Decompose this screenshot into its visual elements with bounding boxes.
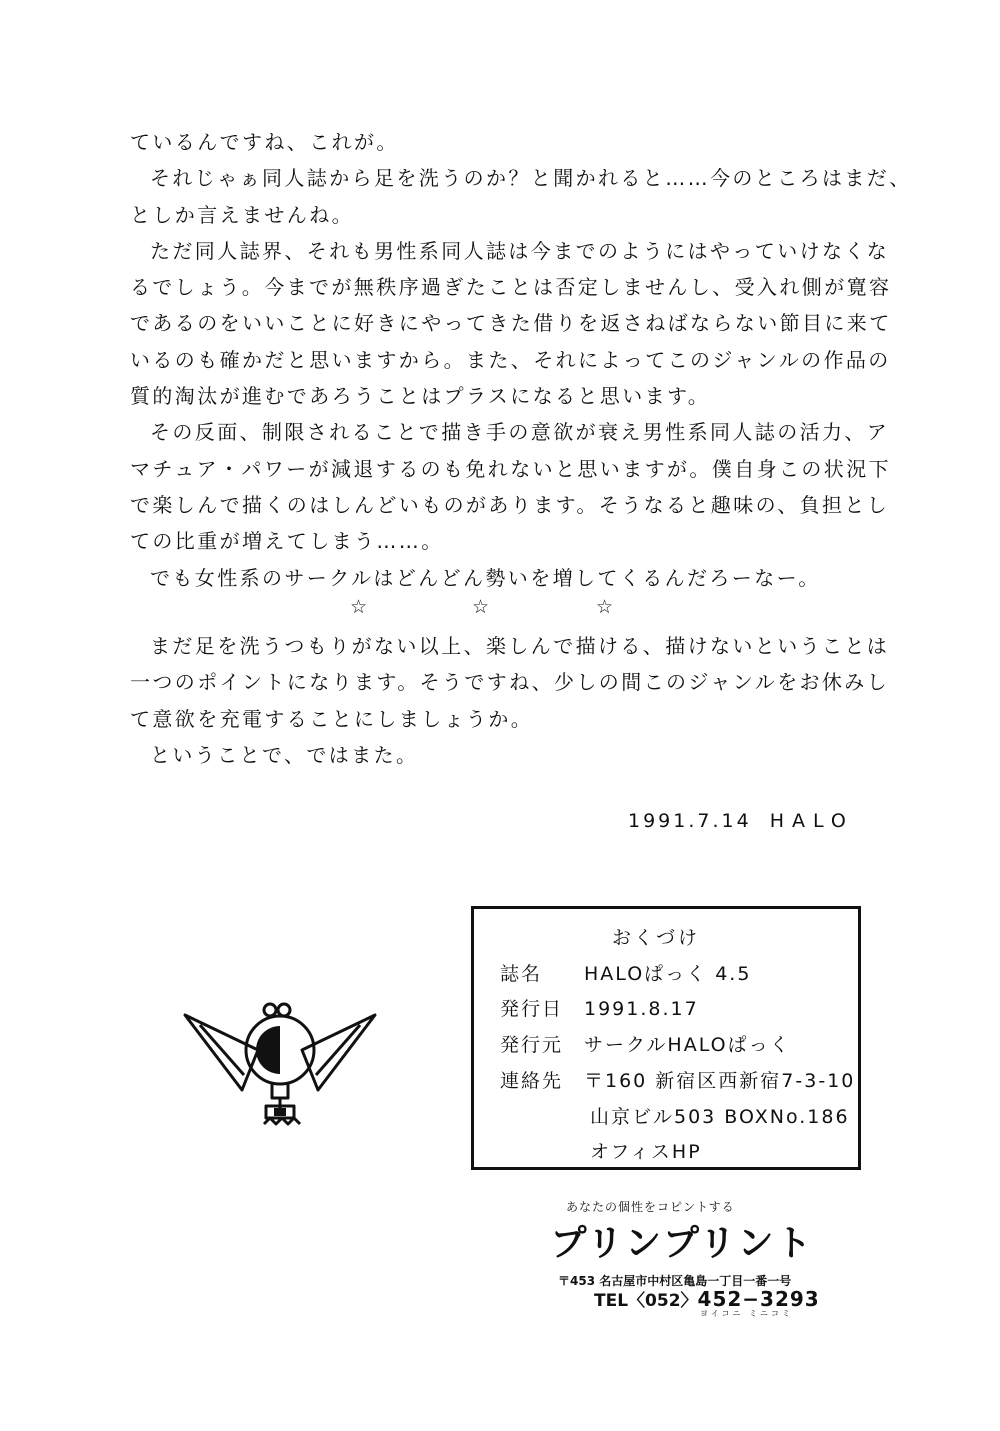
essay-line: ての比重が増えてしまう……。 bbox=[130, 529, 444, 554]
printer-tagline: あなたの個性をコピントする bbox=[566, 1200, 735, 1214]
section-break-stars bbox=[0, 596, 1000, 622]
essay-text-continued bbox=[130, 628, 890, 773]
essay-line: ということで、ではまた。 bbox=[150, 742, 419, 767]
colophon-label: 連絡先 bbox=[500, 1070, 564, 1092]
colophon-value: HALOぱっく 4.5 bbox=[584, 963, 752, 985]
printer-logo bbox=[522, 1220, 842, 1264]
printer-tel-reading: ヨイコニ ミニコミ bbox=[700, 1309, 793, 1318]
colophon-value: 1991.8.17 bbox=[584, 998, 699, 1020]
essay-line: 質的淘汰が進むであろうことはプラスになると思います。 bbox=[130, 384, 711, 409]
colophon-label: 発行日 bbox=[500, 998, 564, 1020]
essay-line: ているんですね、これが。 bbox=[130, 130, 399, 154]
essay-line: るでしょう。今までが無秩序過ぎたことは否定しませんし、受入れ側が寛容 bbox=[130, 275, 892, 300]
halo-emblem-icon bbox=[180, 990, 380, 1130]
signoff-date: 1991.7.14 bbox=[628, 810, 752, 832]
star-icon: ☆ bbox=[472, 596, 490, 618]
star-icon: ☆ bbox=[596, 596, 614, 618]
colophon-value: サークルHALOぱっく bbox=[584, 1034, 791, 1056]
printer-tel-number: 452−3293 bbox=[697, 1287, 820, 1311]
colophon-label: 誌名 bbox=[500, 963, 543, 985]
essay-line: ただ同人誌界、それも男性系同人誌は今までのようにはやっていけなくな bbox=[150, 238, 890, 263]
star-icon: ☆ bbox=[350, 596, 368, 618]
printer-logo-text: プリンプリント bbox=[550, 1223, 814, 1264]
essay-line: 一つのポイントになります。そうですね、少しの間このジャンルをお休みし bbox=[130, 670, 890, 695]
printer-tel-prefix: TEL〈052〉 bbox=[594, 1291, 698, 1311]
colophon-contact-line: 山京ビル503 BOXNo.186 bbox=[590, 1106, 850, 1128]
printer-ad bbox=[520, 1198, 850, 1318]
essay-text bbox=[130, 124, 912, 596]
colophon-contact-row bbox=[500, 1066, 855, 1093]
signoff-name: HALO bbox=[769, 810, 854, 832]
essay-line: で楽しんで描くのはしんどいものがあります。そうなると趣味の、負担とし bbox=[130, 492, 890, 517]
colophon-box bbox=[471, 906, 861, 1170]
colophon-label: 発行元 bbox=[500, 1034, 564, 1056]
colophon-contact-line: オフィスHP bbox=[590, 1141, 702, 1163]
colophon-heading: おくづけ bbox=[612, 927, 701, 949]
essay-line: その反面、制限されることで描き手の意欲が衰え男性系同人誌の活力、ア bbox=[150, 420, 890, 445]
essay-line: まだ足を洗うつもりがない以上、楽しんで描ける、描けないということは bbox=[150, 634, 890, 658]
essay-line: マチュア・パワーが減退するのも免れないと思いますが。僕自身この状況下 bbox=[130, 456, 891, 481]
essay-line: いるのも確かだと思いますから。また、それによってこのジャンルの作品の bbox=[130, 347, 891, 372]
essay-line: て意欲を充電することにしましょうか。 bbox=[130, 706, 534, 731]
essay-line: それじゃぁ同人誌から足を洗うのか？と聞かれると……今のところはまだ、 bbox=[150, 166, 912, 191]
colophon-title-row bbox=[500, 959, 751, 986]
colophon-value: 〒160 新宿区西新宿7-3-10 bbox=[584, 1070, 856, 1092]
essay-line: でも女性系のサークルはどんどん勢いを増してくるんだろーなー。 bbox=[150, 565, 821, 590]
essay-line: としか言えませんね。 bbox=[130, 202, 354, 227]
essay-line: であるのをいいことに好きにやってきた借りを返さねばならない節目に来て bbox=[130, 311, 892, 336]
colophon-date-row bbox=[500, 994, 699, 1021]
printer-address: 〒453 名古屋市中村区亀島一丁目一番一号 bbox=[558, 1274, 792, 1288]
colophon-publisher-row bbox=[500, 1030, 791, 1057]
signoff bbox=[628, 810, 854, 832]
